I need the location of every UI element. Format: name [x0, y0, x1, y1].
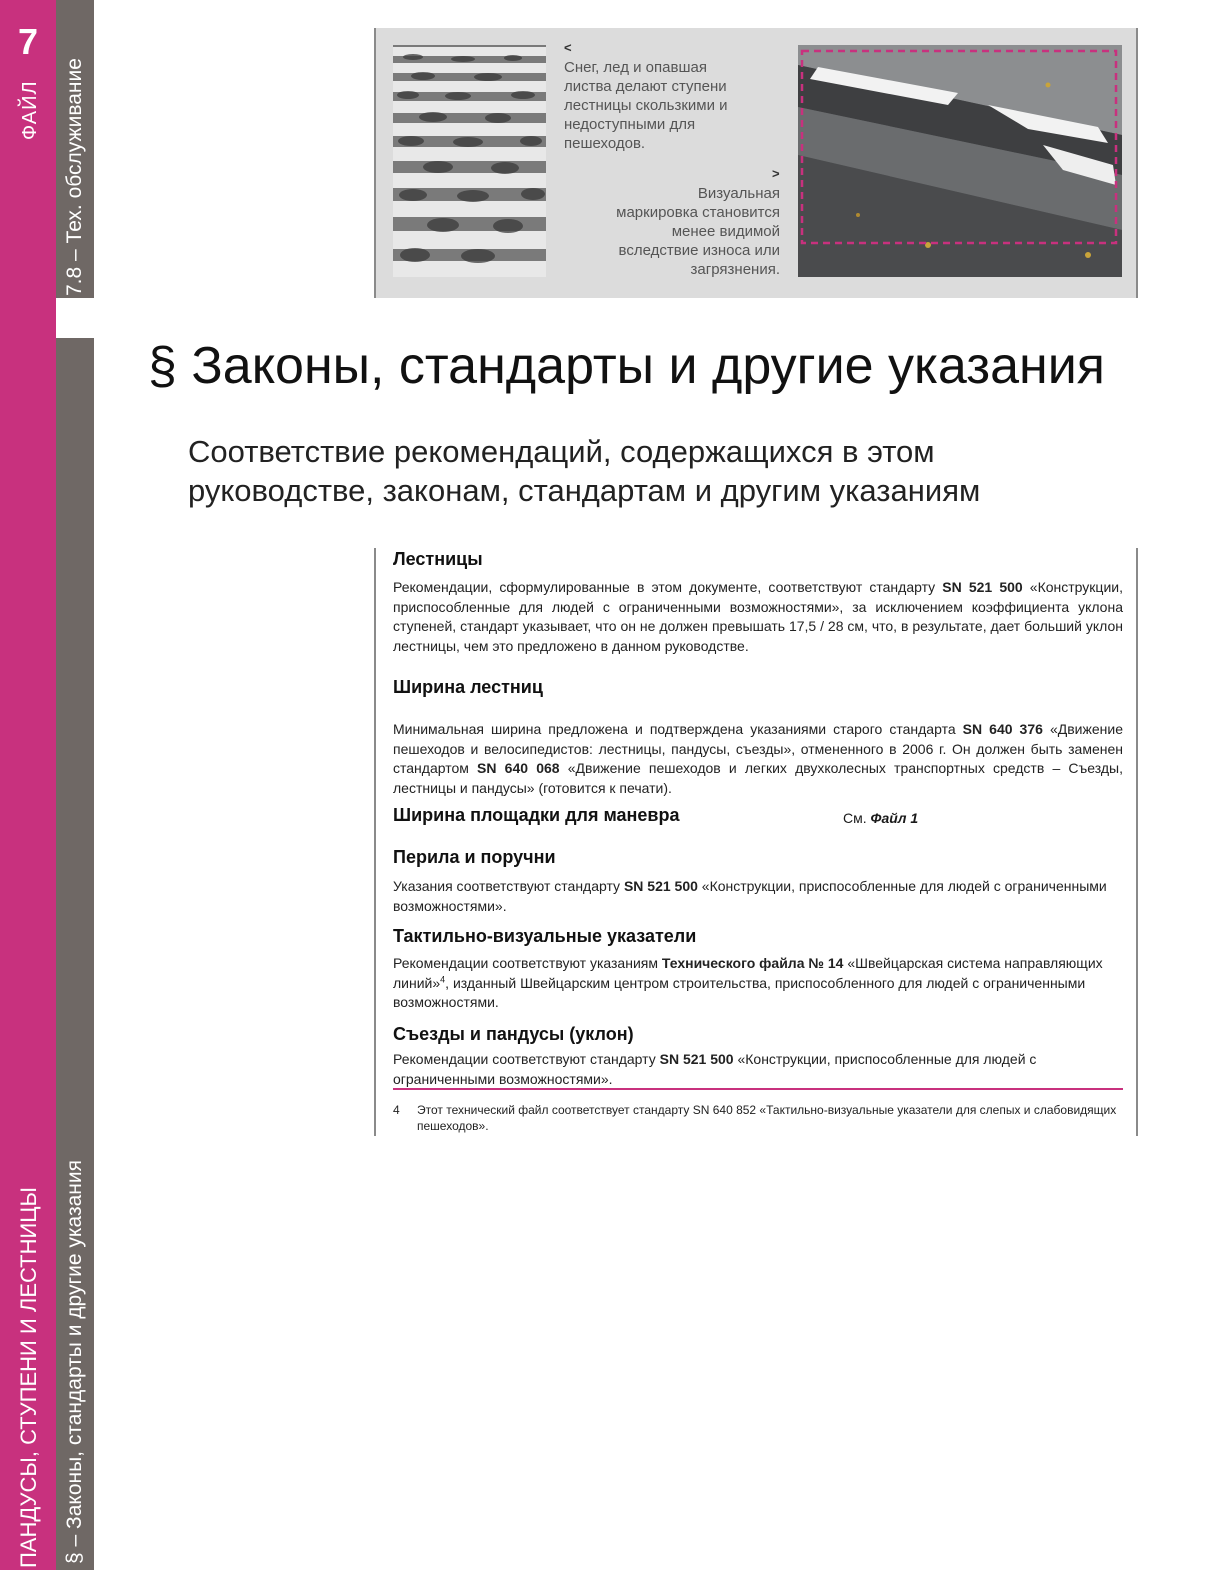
standard-ref: SN 640 068 — [477, 760, 560, 776]
standard-ref: Технического файла № 14 — [661, 955, 844, 971]
section-body — [393, 954, 1123, 1013]
photo-panel — [374, 28, 1138, 298]
standard-ref: SN 521 500 — [942, 579, 1023, 595]
section-heading: Тактильно-визуальные указатели — [393, 926, 697, 946]
section-ramps — [393, 1023, 1123, 1089]
standard-ref: SN 640 376 — [962, 721, 1043, 737]
file-reference — [843, 808, 918, 828]
section-stairs — [393, 548, 1123, 656]
body-text: «Движение пешеходов и легких двухколесных транспортных средств – Съезды, лестницы и пандусы» (готовится к печати). — [393, 760, 1123, 796]
section-body — [393, 720, 1123, 798]
reference-prefix: См. — [843, 810, 871, 826]
body-text: Рекомендации соответствуют стандарту — [393, 1051, 660, 1067]
section-heading: Ширина площадки для маневра — [393, 805, 680, 825]
standard-ref: SN 521 500 — [659, 1051, 734, 1067]
body-text: «Конструкции, приспособленные для людей с ограниченными возможностями», за исключением коэффициента уклона ступеней, стандарт указывает, что он не должен превышать 17,5 / 28 см, что, в результате, дает больший уклон лестницы, чем это предложено в данном руководстве. — [393, 579, 1123, 654]
file-label: ФАЙЛ — [19, 80, 41, 140]
section-tactile — [393, 925, 1123, 1013]
caption-right: Визуальная маркировка становится менее видимой вследствие износа или загрязнения. — [616, 185, 780, 278]
body-text: Указания соответствуют стандарту — [393, 878, 624, 894]
standards-box — [374, 548, 1138, 1136]
footnote-text: Этот технический файл соответствует стандарту SN 640 852 «Тактильно-визуальные указатели для слепых и слабовидящих пешеходов». — [417, 1103, 1117, 1133]
body-text: Рекомендации, сформулированные в этом документе, соответствуют стандарту — [393, 579, 943, 595]
standard-ref: SN 521 500 — [623, 878, 698, 894]
caption-right-arrow: > — [772, 166, 780, 181]
section-stair-width — [393, 676, 1123, 798]
section-body — [393, 578, 1123, 656]
body-text: «Конструкции, приспособленные для людей с ограниченными возможностями». — [393, 1051, 1037, 1087]
page-title: § Законы, стандарты и другие указания — [148, 337, 1105, 395]
section-landing-width — [393, 804, 1123, 826]
section-heading: Лестницы — [393, 549, 483, 569]
footnote-divider — [393, 1088, 1123, 1090]
caption-left-arrow: < — [564, 40, 572, 55]
section-label: 7.8 – Тех. обслуживание — [63, 58, 86, 296]
footnote-marker: 4 — [440, 973, 446, 984]
snowy-stairs-photo — [393, 45, 546, 277]
section-heading: Съезды и пандусы (уклон) — [393, 1024, 634, 1044]
page-subtitle: Соответствие рекомендаций, содержащихся в этом руководстве, законам, стандартам и другим указаниям — [188, 434, 981, 508]
body-text: «Конструкции, приспособленные для людей с ограниченными возможностями». — [393, 878, 1107, 914]
section-body — [393, 877, 1123, 916]
caption-left: Снег, лед и опавшая листва делают ступени лестницы скользкими и недоступными для пешеходов. — [564, 59, 728, 152]
body-text: Минимальная ширина предложена и подтверждена указаниями старого стандарта — [393, 721, 963, 737]
section-heading: Ширина лестниц — [393, 677, 543, 697]
body-text: Рекомендации соответствуют указаниям — [393, 955, 662, 971]
worn-step-marking-photo — [798, 45, 1122, 277]
subsection-label: § – Законы, стандарты и другие указания — [63, 1160, 86, 1564]
body-text: «Движение пешеходов и велосипедистов: лестницы, пандусы, съезды», отмененного в 2006 г. Он должен быть заменен стандартом — [393, 721, 1123, 776]
footnote-number: 4 — [393, 1103, 400, 1117]
section-handrails — [393, 846, 1123, 916]
reference-link[interactable]: Файл 1 — [870, 810, 919, 826]
file-number: 7 — [17, 21, 39, 62]
document-title: ПАНДУСЫ, СТУПЕНИ И ЛЕСТНИЦЫ — [16, 1186, 41, 1568]
section-body — [393, 1050, 1123, 1089]
body-text: «Швейцарская система направляющих линий» — [393, 955, 1103, 991]
section-heading: Перила и поручни — [393, 847, 556, 867]
body-text: , изданный Швейцарским центром строительства, приспособленного для людей с ограниченными возможностями. — [393, 974, 1086, 1010]
